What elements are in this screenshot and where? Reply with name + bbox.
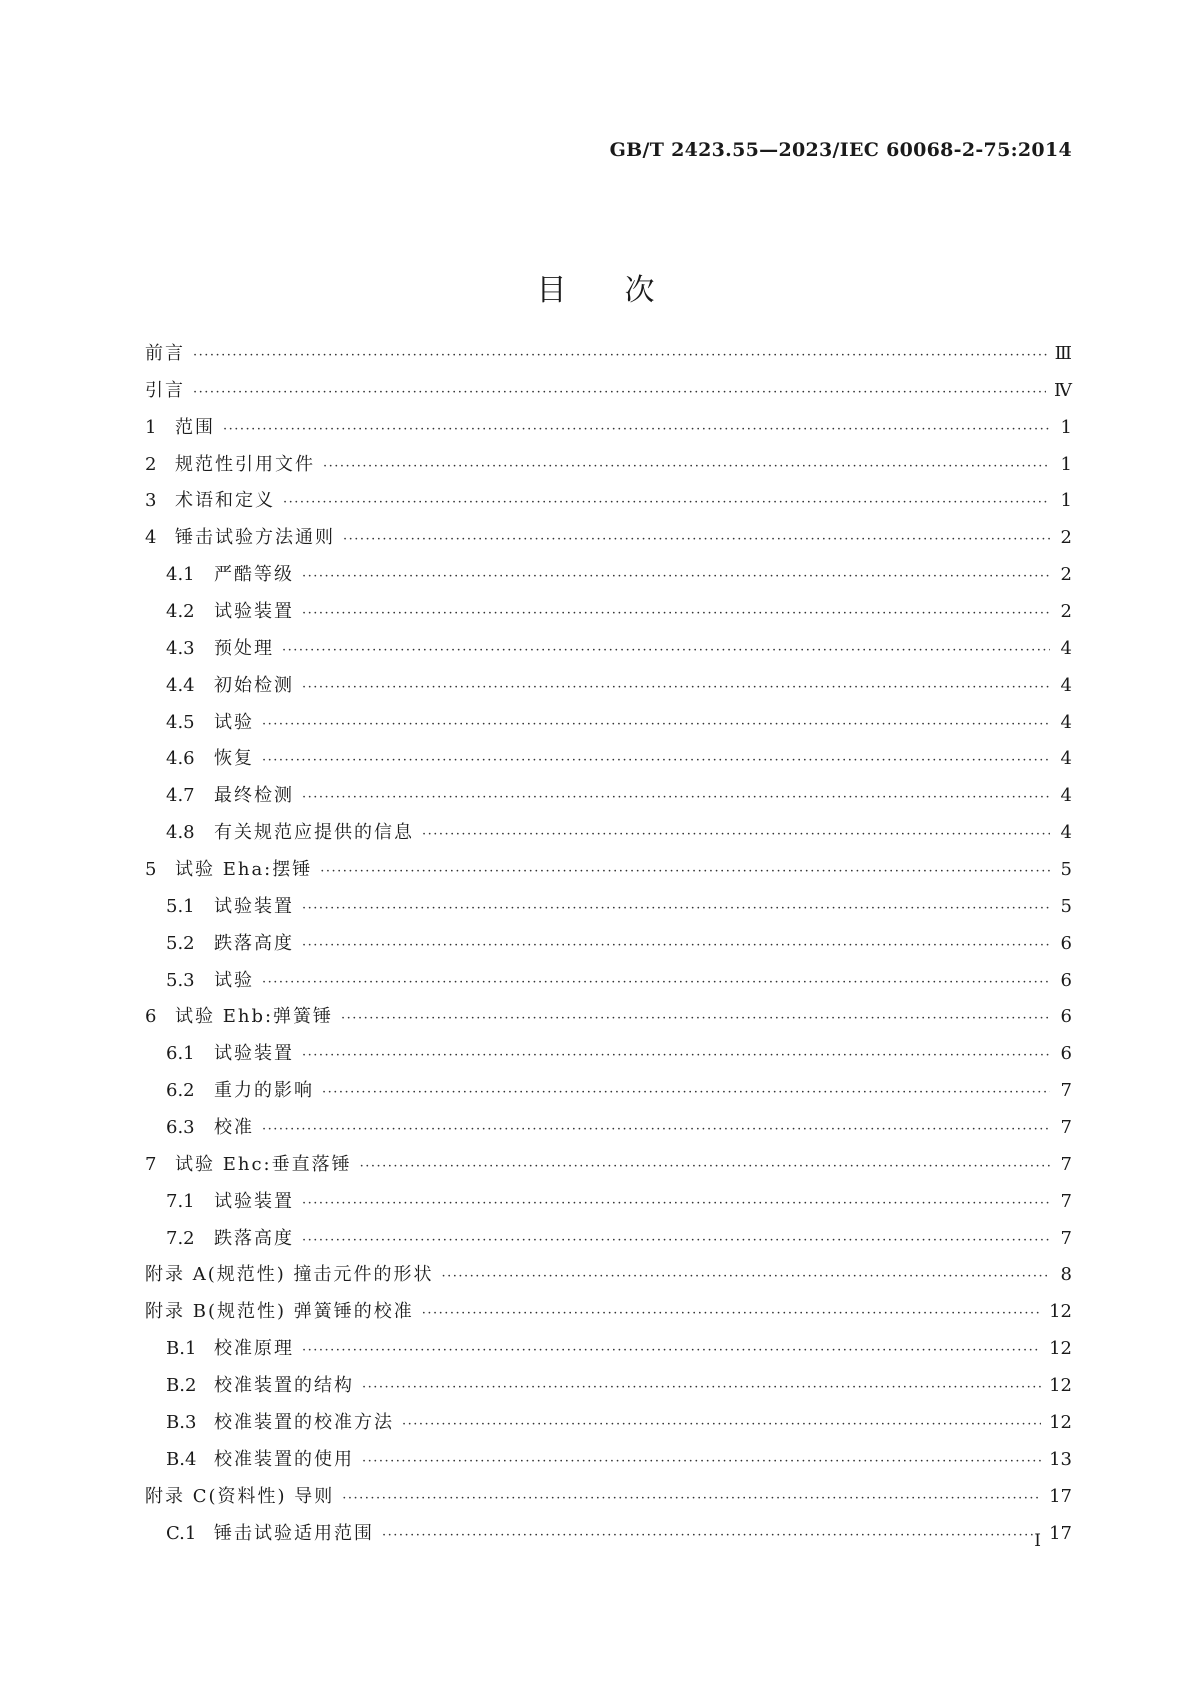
toc-entry-number: 4.7 [166,785,195,807]
toc-entry-number: 1 [145,416,157,438]
toc-leader-dots [302,569,1050,584]
toc-entry-number: B.3 [166,1411,197,1433]
toc-leader-dots [223,422,1050,437]
toc-entry-page: 5 [1060,859,1072,881]
toc-entry [145,376,1072,413]
toc-entry [145,1187,1072,1224]
toc-leader-dots [360,1159,1050,1174]
toc-leader-dots [302,606,1050,621]
toc-entry [145,1408,1072,1445]
toc-entry [145,855,1072,892]
toc-entry-title: 引言 [145,379,185,401]
toc-leader-dots [362,1454,1041,1469]
toc-entry [145,1002,1072,1039]
toc-leader-dots [302,901,1050,916]
toc-entry-page: 5 [1060,895,1072,917]
toc-leader-dots [343,532,1050,547]
toc-entry-title: 严酷等级 [214,564,294,586]
toc-leader-dots [282,643,1050,658]
toc-entry-number: 6.1 [166,1043,195,1065]
toc-entry-number: 4 [145,527,157,549]
toc-entry [145,1150,1072,1187]
toc-leader-dots [422,1306,1041,1321]
toc-entry [145,671,1072,708]
toc-entry-page: 17 [1049,1522,1072,1544]
toc-entry [145,634,1072,671]
toc-leader-dots [302,1233,1050,1248]
toc-entry-number: 6 [145,1006,157,1028]
toc-leader-dots [262,753,1050,768]
toc-leader-dots [262,975,1050,990]
toc-entry-page: 12 [1049,1375,1072,1397]
toc-entry-page: 2 [1060,527,1072,549]
toc-entry-page: Ⅲ [1054,343,1072,364]
toc-entry-page: 4 [1060,785,1072,807]
toc-leader-dots [302,790,1050,805]
toc-leader-dots [323,459,1050,474]
toc-entry-title: 试验装置 [214,1043,294,1065]
toc-entry-page: 7 [1060,1080,1072,1102]
toc-leader-dots [402,1417,1041,1432]
toc-entry-title: 跌落高度 [214,1227,294,1249]
toc-leader-dots [302,680,1050,695]
toc-entry-page: 12 [1049,1338,1072,1360]
toc-entry-number: 3 [145,490,157,512]
toc-entry-number: 4.3 [166,637,195,659]
toc-entry-title: 锤击试验适用范围 [214,1522,374,1544]
toc-leader-dots [302,938,1050,953]
toc-entry-title: 初始检测 [214,674,294,696]
toc-entry-title: 试验 Eha:摆锤 [175,859,313,881]
toc-entry-number: 4.2 [166,601,195,623]
toc-entry-page: 1 [1060,453,1072,475]
toc-entry [145,929,1072,966]
toc-leader-dots [382,1528,1041,1543]
toc-entry-title: 校准装置的校准方法 [214,1411,394,1433]
toc-entry-number: 4.1 [166,564,195,586]
toc-leader-dots [283,495,1050,510]
toc-entry-number: 5.2 [166,932,195,954]
toc-entry-title: 附录 C(资料性) 导则 [145,1485,335,1507]
toc-leader-dots [193,348,1047,363]
toc-entry-page: 2 [1060,601,1072,623]
toc-entry [145,892,1072,929]
toc-entry [145,413,1072,450]
toc-entry-title: 校准 [214,1117,254,1139]
toc-entry [145,1113,1072,1150]
toc-entry-title: 范围 [175,416,215,438]
toc-entry-title: 校准原理 [214,1338,294,1360]
toc-entry-title: 前言 [145,343,185,364]
toc-entry [145,486,1072,523]
toc-entry [145,781,1072,818]
toc-entry-number: 5.1 [166,895,195,917]
toc-entry-number: 7.2 [166,1227,195,1249]
toc-entry-number: 5.3 [166,969,195,991]
toc-entry-page: 1 [1060,416,1072,438]
toc-entry-number: 7.1 [166,1190,195,1212]
page-number: Ⅰ [1034,1531,1041,1551]
toc-entry-number: 2 [145,453,157,475]
toc-entry-number: 6.2 [166,1080,195,1102]
toc-entry-title: 试验装置 [214,601,294,623]
toc-entry-title: 试验 Ehc:垂直落锤 [175,1153,352,1175]
toc-entry-page: 7 [1060,1153,1072,1175]
toc-entry-page: 4 [1060,748,1072,770]
toc-entry-page: 6 [1060,932,1072,954]
toc-entry-number: C.1 [166,1522,197,1544]
toc-entry-title: 重力的影响 [214,1080,314,1102]
toc-entry [145,1076,1072,1113]
toc-entry-number: 7 [145,1153,157,1175]
toc-entry-title: 锤击试验方法通则 [175,527,335,549]
toc-entry-title: 附录 A(规范性) 撞击元件的形状 [145,1264,434,1286]
toc-entry [145,1260,1072,1297]
toc-leader-dots [262,717,1050,732]
toc-entry-page: 6 [1060,969,1072,991]
toc-entry [145,450,1072,487]
toc-entry-number: B.4 [166,1448,197,1470]
toc-entry-page: 4 [1060,637,1072,659]
toc-entry-title: 跌落高度 [214,932,294,954]
toc-entry-page: 12 [1049,1301,1072,1323]
toc-leader-dots [302,1048,1050,1063]
toc-entry-number: 6.3 [166,1117,195,1139]
toc-entry [145,744,1072,781]
toc-entry [145,597,1072,634]
toc-entry-number: 4.5 [166,711,195,733]
toc-leader-dots [442,1269,1051,1284]
toc-entry-page: 7 [1060,1227,1072,1249]
toc-entry-number: 4.6 [166,748,195,770]
toc-entry [145,1445,1072,1482]
toc-entry-page: 1 [1060,490,1072,512]
toc-entry [145,1482,1072,1519]
toc-entry-title: 最终检测 [214,785,294,807]
toc-entry [145,1371,1072,1408]
page-title: 目次 [536,273,713,309]
table-of-contents [145,339,1072,1555]
toc-entry-title: 校准装置的结构 [214,1375,354,1397]
toc-entry-page: 4 [1060,674,1072,696]
toc-entry [145,339,1072,376]
toc-leader-dots [262,1122,1050,1137]
toc-leader-dots [302,1343,1041,1358]
toc-entry-number: 5 [145,859,157,881]
toc-leader-dots [362,1380,1041,1395]
toc-entry-page: 6 [1060,1043,1072,1065]
toc-entry-page: 12 [1049,1411,1072,1433]
toc-entry-title: 预处理 [214,637,274,659]
toc-entry-number: B.2 [166,1375,197,1397]
toc-entry-title: 试验装置 [214,1190,294,1212]
toc-entry-title: 规范性引用文件 [175,453,315,475]
toc-entry-page: 8 [1060,1264,1072,1286]
toc-entry [145,523,1072,560]
toc-entry [145,1334,1072,1371]
toc-entry-title: 有关规范应提供的信息 [214,822,414,844]
toc-entry-page: 4 [1060,822,1072,844]
toc-entry-title: 术语和定义 [175,490,275,512]
document-code: GB/T 2423.55—2023/IEC 60068-2-75:2014 [609,139,1072,161]
toc-entry [145,1297,1072,1334]
toc-entry-page: 6 [1060,1006,1072,1028]
toc-entry [145,818,1072,855]
toc-entry-page: Ⅳ [1054,379,1072,401]
toc-entry-title: 试验 Ehb:弹簧锤 [175,1006,334,1028]
toc-entry-number: B.1 [166,1338,197,1360]
toc-leader-dots [193,385,1046,400]
toc-entry-number: 4.8 [166,822,195,844]
toc-entry [145,1224,1072,1261]
toc-entry-page: 7 [1060,1190,1072,1212]
toc-entry-title: 试验 [214,711,254,733]
toc-leader-dots [342,1491,1041,1506]
toc-entry-title: 附录 B(规范性) 弹簧锤的校准 [145,1301,414,1323]
toc-leader-dots [320,864,1050,879]
toc-entry-page: 4 [1060,711,1072,733]
toc-entry [145,966,1072,1003]
toc-leader-dots [302,1196,1050,1211]
toc-entry-page: 7 [1060,1117,1072,1139]
toc-entry-page: 2 [1060,564,1072,586]
toc-entry-title: 校准装置的使用 [214,1448,354,1470]
toc-entry-title: 试验装置 [214,895,294,917]
toc-entry-number: 4.4 [166,674,195,696]
toc-entry [145,560,1072,597]
toc-entry-title: 恢复 [214,748,254,770]
toc-entry-title: 试验 [214,969,254,991]
toc-entry [145,708,1072,745]
toc-entry [145,1039,1072,1076]
toc-entry [145,1519,1072,1556]
toc-leader-dots [422,827,1050,842]
toc-entry-page: 13 [1049,1448,1072,1470]
toc-entry-page: 17 [1049,1485,1072,1507]
toc-leader-dots [341,1011,1050,1026]
toc-leader-dots [322,1085,1050,1100]
